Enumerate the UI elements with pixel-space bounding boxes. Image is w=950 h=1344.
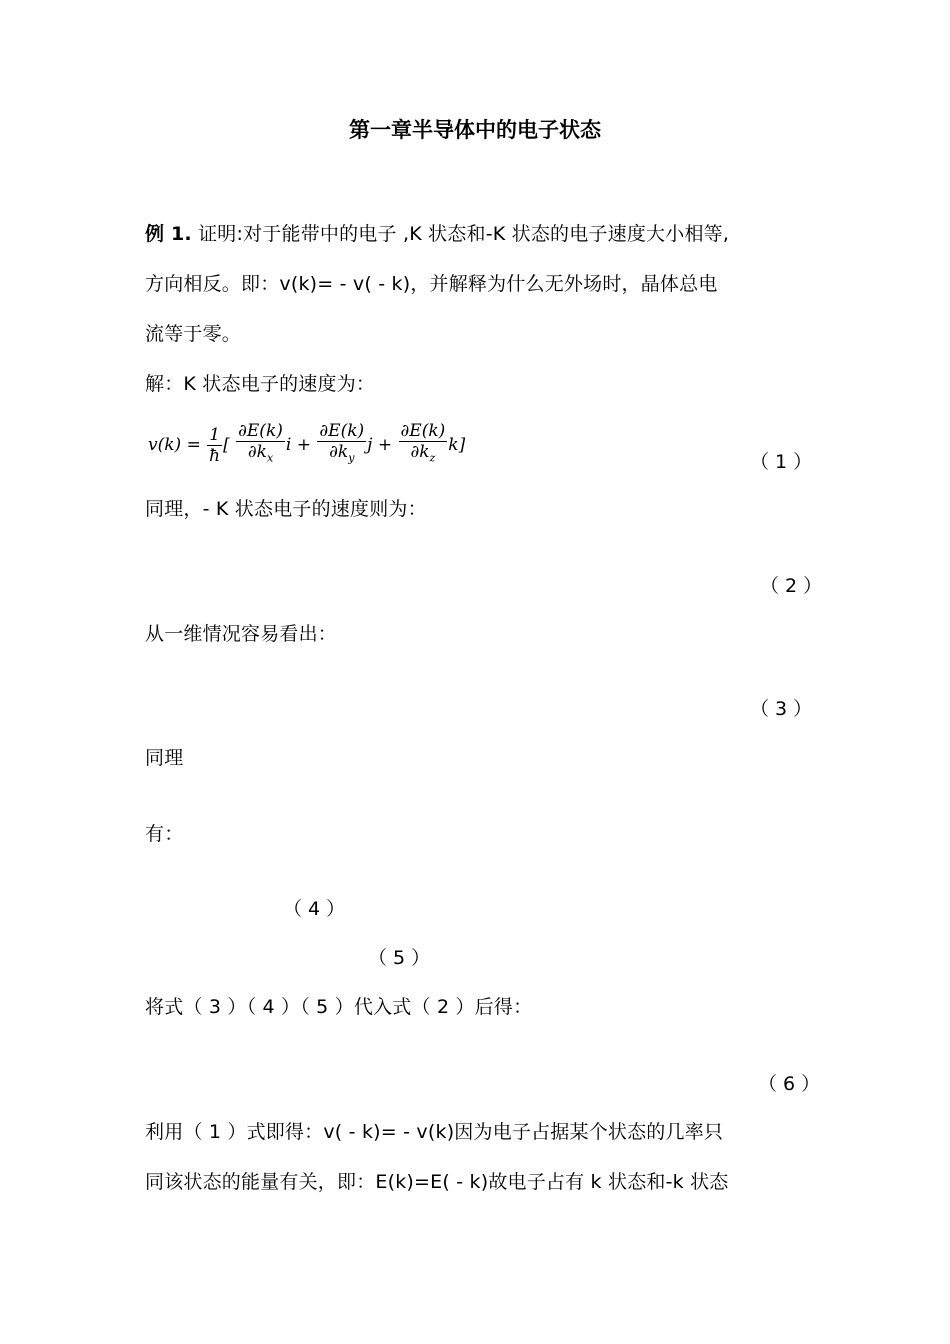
formula-term-z bbox=[399, 421, 448, 468]
term-x-unit: i + bbox=[285, 435, 311, 455]
substitute-text: 将式（ 3 ）（ 4 ）（ 5 ）代入式（ 2 ）后得： bbox=[145, 996, 533, 1018]
example-line-1 bbox=[145, 219, 729, 246]
equation-number-4: （ 4 ） bbox=[283, 898, 346, 920]
equation-number-2: （ 2 ） bbox=[760, 575, 823, 597]
conclusion-line-1: 利用（ 1 ）式即得：v( - k)= - v(k)因为电子占据某个状态的几率只 bbox=[145, 1121, 724, 1143]
conclusion-line-2: 同该状态的能量有关，即：E(k)=E( - k)故电子占有 k 状态和-k 状态 bbox=[145, 1171, 729, 1193]
example-label: 例 1. bbox=[145, 223, 192, 245]
term-z-unit: k] bbox=[448, 435, 466, 455]
formula-term-x bbox=[236, 421, 285, 468]
have-text: 有： bbox=[145, 823, 184, 845]
formula-term-y bbox=[317, 421, 366, 468]
term-x-denominator: $\partial k_x$ bbox=[247, 442, 274, 465]
equation-number-1: （ 1 ） bbox=[750, 451, 813, 473]
page-title: 第一章半导体中的电子状态 bbox=[349, 118, 601, 142]
equation-number-3: （ 3 ） bbox=[750, 698, 813, 720]
one-dim-text: 从一维情况容易看出： bbox=[145, 623, 338, 645]
coef-denominator: ħ bbox=[209, 445, 221, 466]
term-y-unit: j + bbox=[367, 435, 393, 455]
term-z-numerator: ∂E(k) bbox=[400, 421, 446, 442]
coef-numerator: 1 bbox=[209, 424, 221, 445]
same-neg-k-text: 同理，- K 状态电子的速度则为： bbox=[145, 498, 427, 520]
term-x-numerator: ∂E(k) bbox=[238, 421, 283, 442]
formula-coefficient bbox=[207, 425, 222, 466]
example-line-2: 方向相反。即：v(k)= - v( - k)，并解释为什么无外场时，晶体总电 bbox=[145, 273, 718, 295]
example-text-1: 证明:对于能带中的电子 ,K 状态和-K 状态的电子速度大小相等, bbox=[198, 223, 730, 245]
example-line-3: 流等于零。 bbox=[145, 323, 242, 345]
term-y-denominator: $\partial k_y$ bbox=[329, 442, 355, 465]
solution-intro: 解：K 状态电子的速度为： bbox=[145, 373, 376, 395]
equation-number-6: （ 6 ） bbox=[758, 1073, 821, 1095]
velocity-formula bbox=[148, 418, 465, 472]
term-y-numerator: ∂E(k) bbox=[319, 421, 365, 442]
equation-number-5: （ 5 ） bbox=[368, 947, 431, 969]
formula-open-bracket: [ bbox=[223, 435, 230, 455]
term-z-denominator: $\partial k_z$ bbox=[410, 442, 436, 465]
formula-lhs: v(k) = bbox=[148, 435, 201, 455]
similarly-text: 同理 bbox=[145, 747, 184, 769]
